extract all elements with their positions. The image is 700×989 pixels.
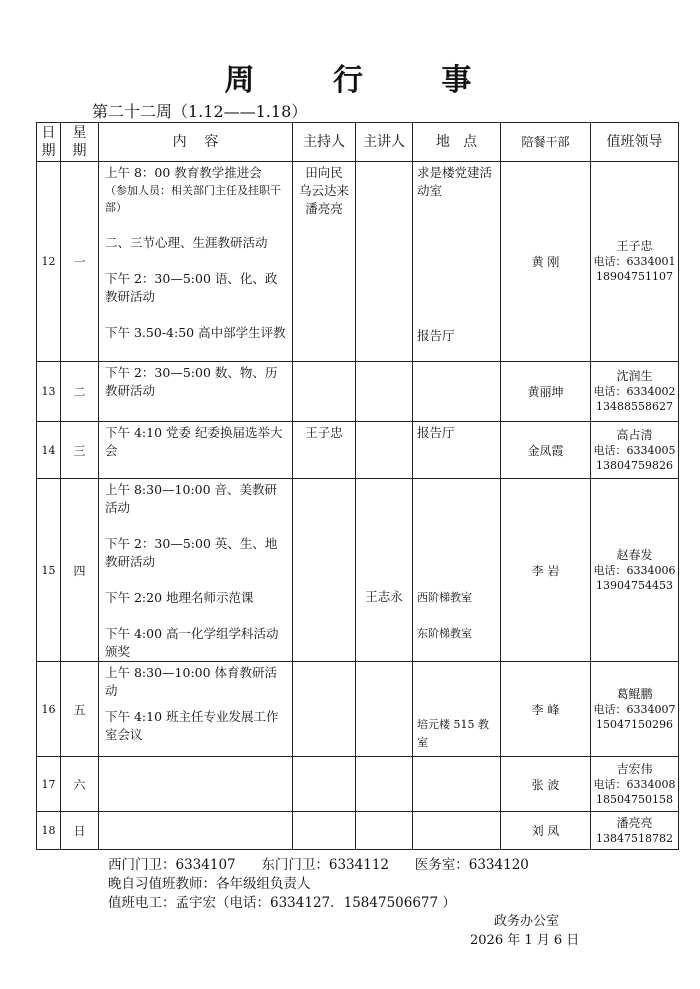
content-item: 下午 2：30—5:00 数、物、历教研活动	[105, 365, 278, 398]
header-staff: 陪餐干部	[501, 123, 591, 162]
header-weekday-text: 星 期	[72, 125, 87, 159]
leader-name: 葛鲲鹏	[616, 686, 653, 701]
table-row	[37, 479, 679, 662]
row-content	[99, 662, 293, 757]
leader-name: 王子忠	[616, 239, 653, 253]
location-bottom: 报告厅	[417, 328, 455, 343]
footer-line-1: 西门门卫：6334107 东门门卫：6334112 医务室：6334120	[108, 857, 529, 873]
row-staff: 黄 刚	[501, 162, 591, 362]
row-date: 13	[37, 362, 61, 422]
row-leader	[591, 662, 679, 757]
header-host: 主持人	[293, 123, 356, 162]
row-host	[293, 479, 356, 662]
leader-name: 高占清	[616, 427, 653, 442]
row-weekday: 一	[61, 162, 99, 362]
row-weekday: 三	[61, 422, 99, 479]
row-weekday: 日	[61, 812, 99, 850]
content-item: 下午 4:10 班主任专业发展工作室会议	[105, 709, 279, 742]
header-row	[37, 123, 679, 162]
leader-phone: 电话：6334001	[593, 255, 676, 268]
header-date-text: 日 期	[41, 125, 56, 159]
row-staff: 张 波	[501, 757, 591, 812]
row-date: 16	[37, 662, 61, 757]
header-speaker: 主讲人	[356, 123, 413, 162]
row-content	[99, 422, 293, 479]
content-item: 下午 4:00 高一化学组学科活动颁奖	[105, 626, 279, 659]
row-leader	[591, 362, 679, 422]
office-name: 政务办公室	[494, 914, 560, 929]
row-date: 12	[37, 162, 61, 362]
content-item: 下午 4:10 党委 纪委换届选举大会	[105, 425, 283, 458]
row-location	[413, 812, 501, 850]
leader-phone: 电话：6334002	[593, 385, 676, 398]
row-staff: 李 岩	[501, 479, 591, 662]
footer-line-3: 值班电工：孟宇宏（电话：6334127．15847506677 ）	[108, 895, 456, 911]
content-item: 下午 2：30—5:00 英、生、地教研活动	[105, 536, 278, 569]
leader-name: 吉宏伟	[616, 761, 653, 776]
location-top: 求是楼党建活动室	[417, 165, 493, 198]
row-location	[413, 479, 501, 662]
leader-mobile: 13847518782	[596, 831, 673, 845]
row-host	[293, 757, 356, 812]
header-weekday	[61, 123, 99, 162]
content-item: 上午 8：00 教育教学推进会	[105, 165, 262, 180]
row-speaker	[356, 362, 413, 422]
footer-line-2: 晚自习值班教师：各年级组负责人	[108, 876, 311, 892]
content-item: 下午 2:20 地理名师示范课	[105, 590, 254, 605]
row-host: 田向民 乌云达来 潘亮亮	[293, 162, 356, 362]
row-host	[293, 812, 356, 850]
row-speaker	[356, 812, 413, 850]
row-date: 14	[37, 422, 61, 479]
header-location: 地 点	[413, 123, 501, 162]
table-row	[37, 162, 679, 362]
location-b: 东阶梯教室	[417, 627, 472, 640]
row-weekday: 六	[61, 757, 99, 812]
row-speaker	[356, 662, 413, 757]
row-content	[99, 757, 293, 812]
row-date: 17	[37, 757, 61, 812]
content-item: 下午 3.50-4:50 高中部学生评教	[105, 325, 286, 340]
row-host	[293, 362, 356, 422]
row-speaker: 王志永	[356, 479, 413, 662]
row-speaker	[356, 162, 413, 362]
leader-phone: 电话：6334006	[593, 563, 676, 577]
content-item: 上午 8:30—10:00 音、美教研活动	[105, 482, 278, 515]
leader-mobile: 13904754453	[596, 578, 673, 592]
row-staff: 黄丽坤	[501, 362, 591, 422]
table-row	[37, 362, 679, 422]
row-weekday: 二	[61, 362, 99, 422]
week-label: 第二十二周（1.12——1.18）	[92, 102, 308, 121]
content-item: 二、三节心理、生涯教研活动	[105, 235, 268, 250]
table-row	[37, 662, 679, 757]
row-weekday: 四	[61, 479, 99, 662]
page-title: 周 行 事	[224, 63, 506, 98]
table-row	[37, 812, 679, 850]
row-host	[293, 662, 356, 757]
row-staff: 李 峰	[501, 662, 591, 757]
header-date	[37, 123, 61, 162]
row-date: 18	[37, 812, 61, 850]
location-a: 西阶梯教室	[417, 591, 472, 604]
row-content	[99, 812, 293, 850]
row-weekday: 五	[61, 662, 99, 757]
leader-mobile: 13488558627	[596, 400, 673, 413]
row-host: 王子忠	[293, 422, 356, 479]
row-date: 15	[37, 479, 61, 662]
row-content	[99, 162, 293, 362]
row-location	[413, 362, 501, 422]
leader-mobile: 18504750158	[596, 792, 673, 806]
leader-mobile: 15047150296	[596, 717, 673, 731]
schedule-table	[36, 122, 679, 850]
leader-phone: 电话：6334007	[593, 702, 676, 716]
row-staff: 刘 凤	[501, 812, 591, 850]
leader-phone: 电话：6334008	[593, 777, 676, 791]
leader-phone: 电话：6334005	[593, 443, 676, 457]
content-item: 上午 8:30—10:00 体育教研活动	[105, 665, 278, 698]
row-speaker	[356, 422, 413, 479]
content-item: 下午 2：30—5:00 语、化、政教研活动	[105, 271, 278, 304]
leader-name: 潘亮亮	[616, 815, 653, 830]
header-content: 内 容	[99, 123, 293, 162]
leader-name: 沈润生	[616, 369, 653, 383]
row-leader	[591, 812, 679, 850]
row-location	[413, 162, 501, 362]
row-staff: 金凤霞	[501, 422, 591, 479]
row-leader	[591, 422, 679, 479]
row-content	[99, 362, 293, 422]
leader-mobile: 13804759826	[596, 458, 673, 472]
table-row	[37, 757, 679, 812]
leader-name: 赵春发	[616, 547, 653, 562]
row-leader	[591, 162, 679, 362]
content-item: （参加人员：相关部门主任及挂职干部）	[105, 184, 281, 214]
row-leader	[591, 479, 679, 662]
row-speaker	[356, 757, 413, 812]
header-leader: 值班领导	[591, 123, 679, 162]
row-location: 培元楼 515 教室	[413, 662, 501, 757]
row-location: 报告厅	[413, 422, 501, 479]
row-location	[413, 757, 501, 812]
table-row	[37, 422, 679, 479]
row-content	[99, 479, 293, 662]
row-leader	[591, 757, 679, 812]
document-date: 2026 年 1 月 6 日	[470, 933, 580, 948]
leader-mobile: 18904751107	[596, 270, 673, 283]
